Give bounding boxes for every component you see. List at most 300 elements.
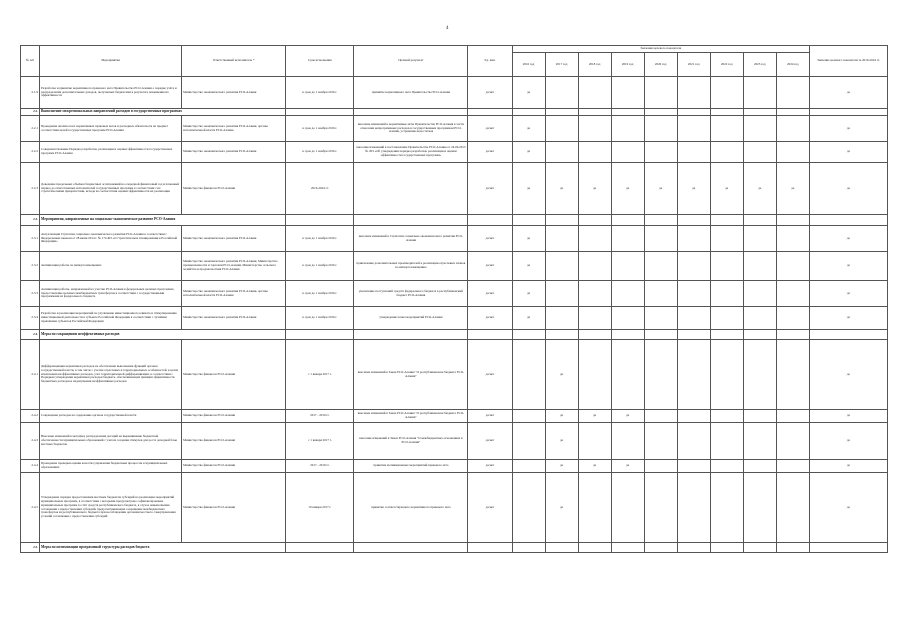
- year-value-cell: [578, 252, 611, 281]
- unit-cell: да/нет: [468, 473, 512, 543]
- year-value-cell: [644, 340, 677, 410]
- unit-cell: да/нет: [468, 116, 512, 142]
- row-number: 2.2.: [21, 109, 40, 116]
- empty-cell: [743, 330, 776, 340]
- header-year: 2019 год: [611, 53, 644, 77]
- year-value-cell: [776, 340, 809, 410]
- measures-table: [20, 45, 888, 553]
- responsible-cell: Министерство экономического развития РСО-Алания, органы исполнительной власти РСО-Алания: [182, 116, 286, 142]
- year-value-cell: [710, 77, 743, 109]
- empty-cell: [677, 109, 710, 116]
- year-value-cell: [644, 77, 677, 109]
- header-unit: Ед. изм.: [468, 46, 512, 77]
- year-value-cell: [644, 142, 677, 163]
- year-value-cell: [743, 423, 776, 460]
- year-value-cell: [611, 473, 644, 543]
- table-row: [21, 473, 888, 543]
- year-value-cell: да: [512, 116, 545, 142]
- empty-cell: [743, 109, 776, 116]
- measure-cell: Дифференциация нормативов расходов на обеспечение выполнения функций органов государственной власти, в том числе с учетом отраслевых и территориальных особенностей, в целях исключения неэффективных расходов, учет территориальной дифференциации, в соответствии с Порядком утверждения нормативов расходов бюджета, обеспечивающих принцип эффективности бюджетных расходов и недопущения неэффективных расходов: [40, 340, 182, 410]
- header-year: 2024 год: [776, 53, 809, 77]
- row-number: 2.3.1: [21, 226, 40, 252]
- year-value-cell: [611, 142, 644, 163]
- year-value-cell: [644, 116, 677, 142]
- empty-cell: [776, 543, 809, 553]
- measure-cell: Разработка и принятие нормативного правового акта Правительства РСО-Алания о порядке учёта и распределения дополнительных доходов, полученных бюджетами в результате повышения их эффективности: [40, 77, 182, 109]
- year-value-cell: [677, 340, 710, 410]
- year-value-cell: [578, 340, 611, 410]
- empty-cell: [354, 330, 468, 340]
- year-value-cell: да: [578, 163, 611, 215]
- header-total: Значение целевого показателя за 2016-2024 гг.: [809, 46, 887, 77]
- empty-cell: [644, 543, 677, 553]
- row-number: 2.4.2: [21, 410, 40, 423]
- table-row: [21, 142, 888, 163]
- header-year: 2017 год: [545, 53, 578, 77]
- year-value-cell: да: [512, 226, 545, 252]
- year-value-cell: да: [512, 307, 545, 330]
- table-row: [21, 116, 888, 142]
- empty-cell: [354, 109, 468, 116]
- year-value-cell: [743, 142, 776, 163]
- year-value-cell: [611, 226, 644, 252]
- year-value-cell: [677, 410, 710, 423]
- empty-cell: [468, 215, 512, 226]
- result-cell: внесение изменений в Закон РСО-Алания "О республиканском бюджете РСО-Алания": [354, 340, 468, 410]
- year-value-cell: [644, 307, 677, 330]
- empty-cell: [578, 543, 611, 553]
- year-value-cell: да: [578, 460, 611, 473]
- year-value-cell: [578, 473, 611, 543]
- year-value-cell: [776, 423, 809, 460]
- empty-cell: [354, 543, 468, 553]
- year-value-cell: [776, 226, 809, 252]
- year-value-cell: [677, 307, 710, 330]
- page-number: 4: [446, 26, 449, 31]
- year-value-cell: [743, 410, 776, 423]
- empty-cell: [286, 215, 354, 226]
- year-value-cell: [545, 252, 578, 281]
- measure-cell: Внесение изменений в методику распределения дотаций на выравнивание бюджетной обеспеченности муниципальных образований с учетом создания стимулов для роста доходной базы местных бюджетов: [40, 423, 182, 460]
- measure-cell: Активизация работы, направленной на участие РСО-Алания в федеральных целевых программах, предоставление целевых межбюджетных трансфертов в соответствии с государственными программами из федерального бюджета: [40, 281, 182, 307]
- year-value-cell: [644, 410, 677, 423]
- total-cell: да: [809, 307, 887, 330]
- responsible-cell: Министерство экономического развития РСО-Алания: [182, 307, 286, 330]
- year-value-cell: [644, 473, 677, 543]
- deadline-cell: в срок до 1 ноября 2016 г.: [286, 307, 354, 330]
- year-value-cell: [578, 281, 611, 307]
- responsible-cell: Министерство финансов РСО-Алания: [182, 460, 286, 473]
- year-value-cell: да: [611, 410, 644, 423]
- header-year: 2016 год: [512, 53, 545, 77]
- year-value-cell: да: [512, 252, 545, 281]
- unit-cell: да/нет: [468, 163, 512, 215]
- empty-cell: [545, 330, 578, 340]
- header-year: 2022 год: [710, 53, 743, 77]
- empty-cell: [611, 215, 644, 226]
- header-year: 2023 год: [743, 53, 776, 77]
- unit-cell: да/нет: [468, 252, 512, 281]
- year-value-cell: [743, 116, 776, 142]
- row-number: 2.2.1: [21, 116, 40, 142]
- total-cell: да: [809, 77, 887, 109]
- total-cell: да: [809, 473, 887, 543]
- empty-cell: [468, 330, 512, 340]
- year-value-cell: [644, 252, 677, 281]
- section-title: Меры по сокращению неэффективных расходов: [40, 330, 286, 340]
- year-value-cell: [677, 281, 710, 307]
- row-number: 2.4.: [21, 330, 40, 340]
- measure-cell: Проведение анализа всех нормативных правовых актов и расходных обязательств на предмет соответствия целей государственных программ РСО-Алания: [40, 116, 182, 142]
- year-value-cell: [710, 226, 743, 252]
- total-cell: да: [809, 460, 887, 473]
- year-value-cell: да: [545, 473, 578, 543]
- year-value-cell: [545, 307, 578, 330]
- header-result: Целевой результат: [354, 46, 468, 77]
- year-value-cell: [743, 307, 776, 330]
- year-value-cell: да: [545, 423, 578, 460]
- year-value-cell: да: [578, 410, 611, 423]
- empty-cell: [354, 215, 468, 226]
- year-value-cell: [710, 340, 743, 410]
- deadline-cell: в срок до 1 ноября 2016 г.: [286, 77, 354, 109]
- deadline-cell: 10 января 2017 г.: [286, 473, 354, 543]
- result-cell: увеличение поступлений средств федерального бюджета в республиканский бюджет РСО-Алания: [354, 281, 468, 307]
- unit-cell: да/нет: [468, 460, 512, 473]
- table-row: [21, 460, 888, 473]
- empty-cell: [710, 215, 743, 226]
- empty-cell: [710, 330, 743, 340]
- empty-cell: [677, 330, 710, 340]
- year-value-cell: [776, 116, 809, 142]
- empty-cell: [286, 543, 354, 553]
- year-value-cell: [578, 307, 611, 330]
- year-value-cell: да: [611, 163, 644, 215]
- unit-cell: да/нет: [468, 77, 512, 109]
- table-row: [21, 226, 888, 252]
- header-deadline: Срок исполнения: [286, 46, 354, 77]
- year-value-cell: [611, 423, 644, 460]
- year-value-cell: [545, 77, 578, 109]
- empty-cell: [809, 109, 887, 116]
- year-value-cell: [512, 340, 545, 410]
- measure-cell: Сокращение расходов на содержание органов государственной власти: [40, 410, 182, 423]
- result-cell: привлечение дополнительных производителей к реализации отраслевых планов по импортозамещению: [354, 252, 468, 281]
- measures-table-container: [20, 45, 888, 553]
- year-value-cell: [710, 116, 743, 142]
- year-value-cell: да: [545, 460, 578, 473]
- result-cell: принятие мотивационных мероприятий правового акта: [354, 460, 468, 473]
- deadline-cell: в срок до 1 ноября 2016 г.: [286, 226, 354, 252]
- total-cell: да: [809, 281, 887, 307]
- header-year: 2018 год: [578, 53, 611, 77]
- result-cell: внесение изменений в Закон РСО-Алания "О республиканском бюджете РСО-Алания": [354, 410, 468, 423]
- table-body: [21, 77, 888, 553]
- unit-cell: да/нет: [468, 307, 512, 330]
- measure-cell: Проведение проверки оценки качества управления бюджетным процессом в муниципальных образованиях: [40, 460, 182, 473]
- row-number: 2.4.1: [21, 340, 40, 410]
- year-value-cell: [578, 142, 611, 163]
- empty-cell: [809, 330, 887, 340]
- table-row: [21, 252, 888, 281]
- empty-cell: [286, 330, 354, 340]
- year-value-cell: [677, 423, 710, 460]
- empty-cell: [545, 215, 578, 226]
- year-value-cell: [644, 460, 677, 473]
- year-value-cell: [677, 226, 710, 252]
- year-value-cell: [677, 116, 710, 142]
- year-value-cell: [776, 307, 809, 330]
- deadline-cell: 2017 - 2019 гг.: [286, 460, 354, 473]
- table-row: [21, 281, 888, 307]
- year-value-cell: [677, 460, 710, 473]
- empty-cell: [512, 330, 545, 340]
- unit-cell: да/нет: [468, 226, 512, 252]
- row-number: 2.3.2: [21, 252, 40, 281]
- year-value-cell: [677, 77, 710, 109]
- year-value-cell: [710, 252, 743, 281]
- section-row: [21, 543, 888, 553]
- result-cell: внесение изменений в нормативные акты Правительства РСО-Алания в части отнесения непрограммных расходов к государственным программам РСО-Алания, устранение недостатков: [354, 116, 468, 142]
- unit-cell: да/нет: [468, 340, 512, 410]
- year-value-cell: [776, 252, 809, 281]
- unit-cell: да/нет: [468, 410, 512, 423]
- year-value-cell: [611, 77, 644, 109]
- header-year: 2021 год: [677, 53, 710, 77]
- year-value-cell: [743, 460, 776, 473]
- empty-cell: [809, 543, 887, 553]
- empty-cell: [468, 543, 512, 553]
- year-value-cell: да: [512, 142, 545, 163]
- year-value-cell: [710, 460, 743, 473]
- year-value-cell: [776, 473, 809, 543]
- empty-cell: [611, 330, 644, 340]
- header-measure: Мероприятия: [40, 46, 182, 77]
- year-value-cell: [776, 281, 809, 307]
- year-value-cell: [710, 473, 743, 543]
- year-value-cell: да: [743, 163, 776, 215]
- measure-cell: Активизация работы по импортозамещению: [40, 252, 182, 281]
- total-cell: да: [809, 116, 887, 142]
- year-value-cell: [743, 340, 776, 410]
- year-value-cell: [611, 252, 644, 281]
- year-value-cell: [512, 473, 545, 543]
- year-value-cell: [776, 77, 809, 109]
- year-value-cell: [776, 410, 809, 423]
- table-row: [21, 410, 888, 423]
- year-value-cell: [545, 116, 578, 142]
- year-value-cell: [743, 77, 776, 109]
- total-cell: да: [809, 423, 887, 460]
- result-cell: [354, 163, 468, 215]
- measure-cell: Актуализация Стратегии социально-экономического развития РСО-Алания в соответствии с Федеральным законом от 28 июня 2014 г. № 172-ФЗ «О стратегическом планировании в Российской Федерации»: [40, 226, 182, 252]
- row-number: 2.1.9: [21, 77, 40, 109]
- deadline-cell: в срок до 1 ноября 2016 г.: [286, 142, 354, 163]
- result-cell: внесение изменений в постановление Правительства РСО-Алания от 24.06.2013 № 203 «Об утверждении порядка разработки, реализации и оценки эффективности государственных программ»: [354, 142, 468, 163]
- year-value-cell: [710, 410, 743, 423]
- deadline-cell: 2016-2024 гг.: [286, 163, 354, 215]
- year-value-cell: [545, 142, 578, 163]
- header-year: 2020 год: [644, 53, 677, 77]
- year-value-cell: [743, 226, 776, 252]
- unit-cell: да/нет: [468, 142, 512, 163]
- responsible-cell: Министерство экономического развития РСО-Алания: [182, 226, 286, 252]
- year-value-cell: [743, 281, 776, 307]
- year-value-cell: да: [644, 163, 677, 215]
- year-value-cell: да: [611, 460, 644, 473]
- empty-cell: [468, 109, 512, 116]
- year-value-cell: да: [677, 163, 710, 215]
- year-value-cell: [578, 226, 611, 252]
- result-cell: принятие соответствующего нормативного правового акта: [354, 473, 468, 543]
- year-value-cell: [512, 423, 545, 460]
- empty-cell: [776, 215, 809, 226]
- empty-cell: [512, 109, 545, 116]
- year-value-cell: да: [545, 163, 578, 215]
- table-row: [21, 77, 888, 109]
- year-value-cell: да: [545, 340, 578, 410]
- empty-cell: [809, 215, 887, 226]
- year-value-cell: [776, 460, 809, 473]
- empty-cell: [644, 330, 677, 340]
- row-number: 2.3.4: [21, 307, 40, 330]
- year-value-cell: [611, 281, 644, 307]
- unit-cell: да/нет: [468, 423, 512, 460]
- result-cell: внесение изменений в Закон РСО-Алания "О межбюджетных отношениях в РСО-Алания": [354, 423, 468, 460]
- section-row: [21, 330, 888, 340]
- responsible-cell: Министерство финансов РСО-Алания: [182, 473, 286, 543]
- empty-cell: [545, 543, 578, 553]
- year-value-cell: да: [512, 77, 545, 109]
- year-value-cell: да: [710, 163, 743, 215]
- total-cell: да: [809, 226, 887, 252]
- year-value-cell: [710, 423, 743, 460]
- year-value-cell: [677, 142, 710, 163]
- empty-cell: [578, 330, 611, 340]
- table-row: [21, 423, 888, 460]
- year-value-cell: [611, 307, 644, 330]
- year-value-cell: [677, 252, 710, 281]
- table-row: [21, 307, 888, 330]
- year-value-cell: [710, 281, 743, 307]
- total-cell: да: [809, 340, 887, 410]
- responsible-cell: Министерство экономического развития РСО-Алания: [182, 77, 286, 109]
- measure-cell: Разработка и реализация мероприятий по улучшению инвестиционного климата и стимулированию инвестиционной деятельности в субъекте Российской Федерации в соответствии с лучшими практиками субъектов Российской Федерации: [40, 307, 182, 330]
- empty-cell: [512, 215, 545, 226]
- year-value-cell: [644, 226, 677, 252]
- responsible-cell: Министерство финансов РСО-Алания: [182, 163, 286, 215]
- empty-cell: [611, 543, 644, 553]
- result-cell: принятие нормативного акта Правительства РСО-Алания: [354, 77, 468, 109]
- row-number: 2.2.3: [21, 163, 40, 215]
- result-cell: внесение изменений в Стратегию социально-экономического развития РСО-Алания: [354, 226, 468, 252]
- year-value-cell: [677, 473, 710, 543]
- year-value-cell: [578, 116, 611, 142]
- empty-cell: [578, 109, 611, 116]
- responsible-cell: Министерство экономического развития РСО-Алания, Министерство промышленности и торговли РСО-Алания, Министерство сельского хозяйства и продовольствия РСО-Алания: [182, 252, 286, 281]
- year-value-cell: [545, 226, 578, 252]
- year-value-cell: [545, 281, 578, 307]
- year-value-cell: [743, 473, 776, 543]
- section-title: Меры по оптимизации программной структуры расходов бюджета: [40, 543, 286, 553]
- table-row: [21, 340, 888, 410]
- result-cell: утверждение плана мероприятий РСО-Алания: [354, 307, 468, 330]
- empty-cell: [611, 109, 644, 116]
- table-header: [21, 46, 888, 77]
- year-value-cell: [578, 77, 611, 109]
- year-value-cell: [611, 116, 644, 142]
- year-value-cell: [710, 142, 743, 163]
- row-number: 2.3.: [21, 215, 40, 226]
- total-cell: да: [809, 410, 887, 423]
- empty-cell: [677, 215, 710, 226]
- responsible-cell: Министерство финансов РСО-Алания: [182, 340, 286, 410]
- empty-cell: [286, 109, 354, 116]
- empty-cell: [644, 215, 677, 226]
- year-value-cell: [710, 307, 743, 330]
- section-title: Мероприятия, направленные на социально-экономическое развитие РСО-Алания: [40, 215, 286, 226]
- row-number: 2.4.5: [21, 473, 40, 543]
- total-cell: да: [809, 142, 887, 163]
- section-row: [21, 109, 888, 116]
- row-number: 2.5.: [21, 543, 40, 553]
- empty-cell: [578, 215, 611, 226]
- year-value-cell: [644, 423, 677, 460]
- row-number: 2.2.2: [21, 142, 40, 163]
- year-value-cell: да: [776, 163, 809, 215]
- responsible-cell: Министерство финансов РСО-Алания: [182, 410, 286, 423]
- row-number: 2.4.3: [21, 423, 40, 460]
- empty-cell: [677, 543, 710, 553]
- deadline-cell: в срок до 1 ноября 2016 г.: [286, 281, 354, 307]
- year-value-cell: [512, 460, 545, 473]
- year-value-cell: да: [512, 163, 545, 215]
- empty-cell: [710, 543, 743, 553]
- header-values-group: Значения целевого показателя: [512, 46, 809, 53]
- unit-cell: да/нет: [468, 281, 512, 307]
- header-responsible: Ответственный исполнитель *: [182, 46, 286, 77]
- year-value-cell: [512, 410, 545, 423]
- empty-cell: [743, 543, 776, 553]
- deadline-cell: в срок до 1 ноября 2016 г.: [286, 252, 354, 281]
- year-value-cell: [776, 142, 809, 163]
- row-number: 2.3.3: [21, 281, 40, 307]
- deadline-cell: с 1 января 2017 г.: [286, 340, 354, 410]
- header-num: № п/п: [21, 46, 40, 77]
- deadline-cell: 2017 - 2019 гг.: [286, 410, 354, 423]
- measure-cell: Совершенствование Порядка разработки, реализации и оценки эффективности государственных программ РСО-Алания: [40, 142, 182, 163]
- empty-cell: [644, 109, 677, 116]
- deadline-cell: с 1 января 2017 г.: [286, 423, 354, 460]
- empty-cell: [776, 109, 809, 116]
- row-number: 2.4.4: [21, 460, 40, 473]
- year-value-cell: [611, 340, 644, 410]
- measure-cell: Доведение предельных объёмов бюджетных ассигнований на очередной финансовый год и плановый период до ответственных исполнителей государственных программ в соответствии с их стратегическими приоритетами, исходя из соответствия оценки эффективности их реализации: [40, 163, 182, 215]
- year-value-cell: [644, 281, 677, 307]
- measure-cell: Утверждение порядка предоставления местным бюджетам субсидий на реализацию мероприятий муниципальных программ, в соответствии с которыми предусмотрено софинансирование муниципальных программ за счёт средств республиканского бюджета, в случае невыполнения соглашения о предоставлении субсидий, предусматривающих сокращение межбюджетных трансфертов из республиканского бюджета при несоблюдении органами местного самоуправления условий соглашения о предоставлении субсидий: [40, 473, 182, 543]
- responsible-cell: Министерство финансов РСО-Алания: [182, 423, 286, 460]
- year-value-cell: да: [545, 410, 578, 423]
- deadline-cell: в срок до 1 ноября 2016 г.: [286, 116, 354, 142]
- empty-cell: [776, 330, 809, 340]
- responsible-cell: Министерство экономического развития РСО-Алания, органы исполнительной власти РСО-Алания: [182, 281, 286, 307]
- responsible-cell: Министерство экономического развития РСО-Алания: [182, 142, 286, 163]
- empty-cell: [710, 109, 743, 116]
- total-cell: да: [809, 163, 887, 215]
- total-cell: да: [809, 252, 887, 281]
- table-row: [21, 163, 888, 215]
- section-title: Выполнение межрегиональных направлений расходов в государственных программах: [40, 109, 286, 116]
